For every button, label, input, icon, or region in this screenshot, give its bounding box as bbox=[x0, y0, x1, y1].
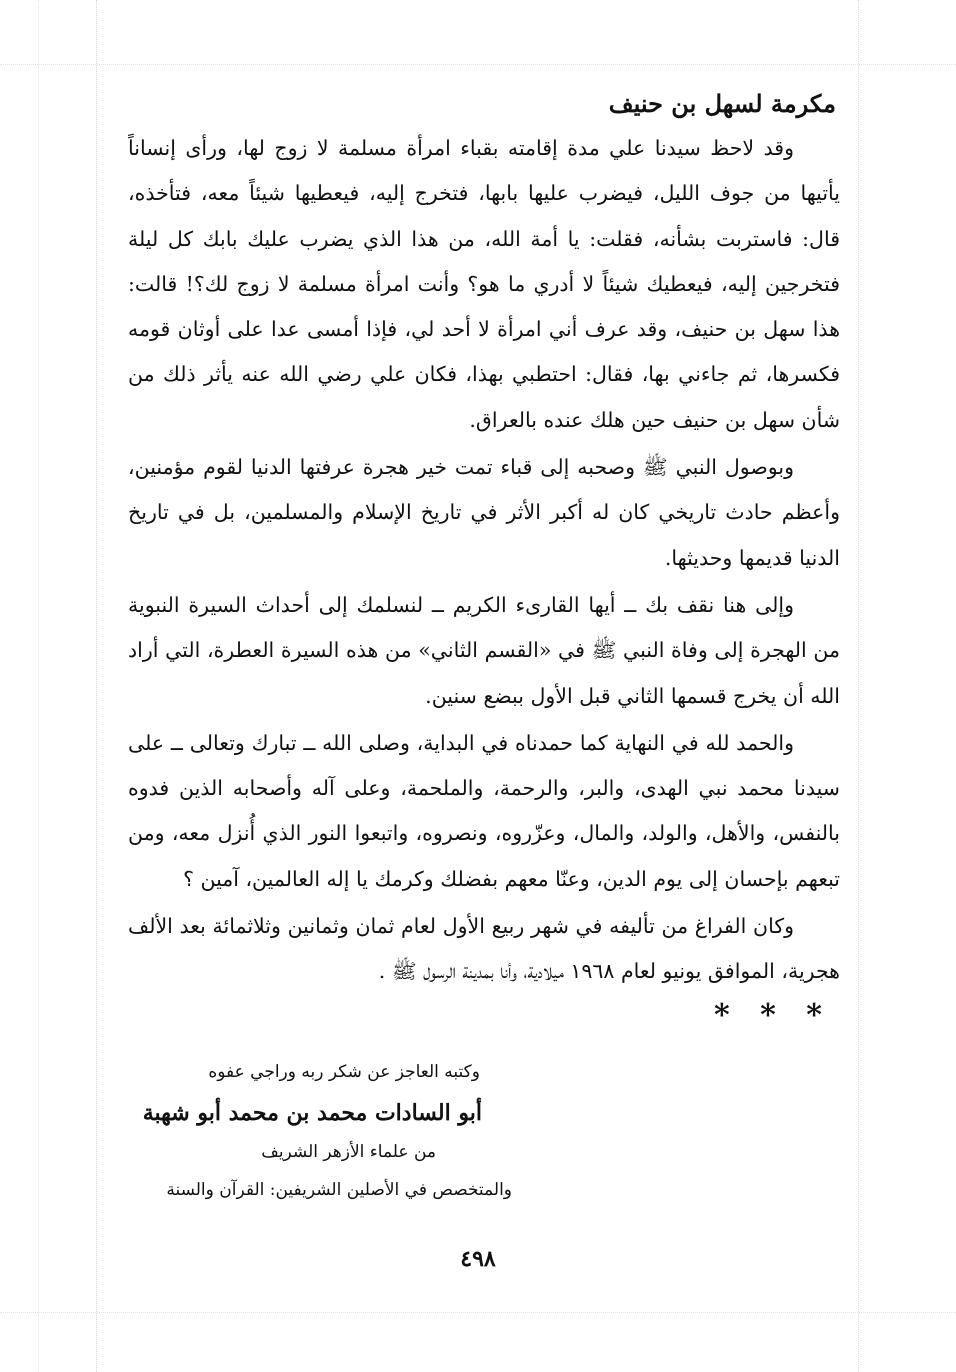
scan-guide-line bbox=[0, 1312, 956, 1313]
signature-written-by: وكتبه العاجز عن شكر ربه وراجي عفوه bbox=[208, 1062, 480, 1082]
paragraph-arrival-quba: وبوصول النبي ﷺ وصحبه إلى قباء تمت خير هجرة عرفتها الدنيا لقوم مؤمنين، وأعظم حادث تاريخي كان له أكبر الأثر في تاريخ الإسلام والمسلمين، بل في تاريخ الدنيا قديمها وحديثها. bbox=[128, 455, 840, 570]
page-body bbox=[128, 82, 840, 1035]
scan-guide-line bbox=[96, 0, 97, 1372]
paragraph-completion-date: وكان الفراغ من تأليفه في شهر ربيع الأول لعام ثمان وثمانين وثلاثمائة بعد الألف هجرية، الموافق يونيو لعام ١٩٦٨ ميلادية، وأنا بمدينة الرسول ﷺ . bbox=[128, 914, 840, 984]
paragraph-sahl-story: وقد لاحظ سيدنا علي مدة إقامته بقباء امرأة مسلمة لا زوج لها، ورأى إنساناً يأتيها من جوف الليل، فيضرب عليها بابها، فتخرج إليه، فيعطيها شيئاً معه، فتأخذه، قال: فاستربت بشأنه، فقلت: يا أمة الله، من هذا الذي يضرب عليك بابك كل ليلة فتخرجين إليه، فيعطيك شيئاً لا أدري ما هو؟ وأنت امرأة مسلمة لا زوج لك؟! قالت: هذا سهل بن حنيف، وقد عرف أني امرأة لا أحد لي، فإذا أمسى عدا على أوثان قومه فكسرها، ثم جاءني بها، فقال: احتطبي بهذا، فكان علي رضي الله عنه يأثر ذلك من شأن سهل بن حنيف حين هلك عنده بالعراق. bbox=[128, 136, 840, 432]
section-heading: مكرمة لسهل بن حنيف bbox=[608, 89, 836, 118]
section-separator: * * * bbox=[714, 997, 832, 1033]
author-specialization: والمتخصص في الأصلين الشريفين: القرآن والسنة bbox=[166, 1180, 512, 1200]
author-name: أبو السادات محمد بن محمد أبو شهبة bbox=[142, 1100, 482, 1126]
paragraph-praise: والحمد لله في النهاية كما حمدناه في البداية، وصلى الله ــ تبارك وتعالى ــ على سيدنا محمد نبي الهدى، والبر، والرحمة، والملحمة، وعلى آله وأصحابه الذين فدوه بالنفس، والأهل، والولد، والمال، وعزّروه، ونصروه، واتبعوا النور الذي أُنزل معه، ومن تبعهم بإحسان إلى يوم الدين، وعنّا معهم بفضلك وكرمك يا إله العالمين، آمين ؟ bbox=[128, 730, 840, 891]
scan-guide-line bbox=[0, 64, 956, 65]
paragraph-transition: وإلى هنا نقف بك ــ أيها القارىء الكريم ــ لنسلمك إلى أحداث السيرة النبوية من الهجرة إلى وفاة النبي ﷺ في «القسم الثاني» من هذه السيرة العطرة، التي أراد الله أن يخرج قسمها الثاني قبل الأول ببضع سنين. bbox=[128, 592, 840, 708]
scan-guide-line bbox=[858, 0, 859, 1372]
page-number: ٤٩٨ bbox=[460, 1246, 496, 1272]
scan-guide-line bbox=[38, 0, 39, 1372]
author-affiliation: من علماء الأزهر الشريف bbox=[261, 1142, 436, 1162]
